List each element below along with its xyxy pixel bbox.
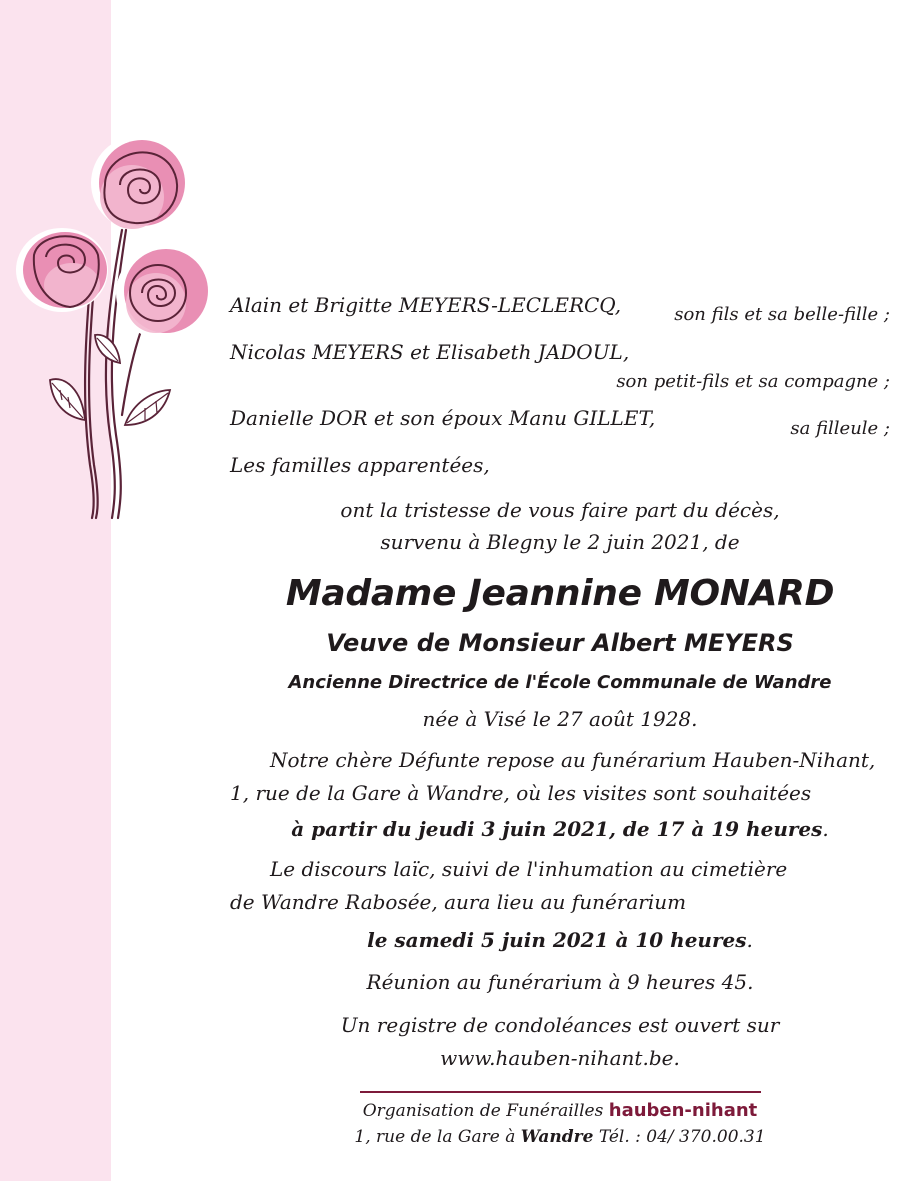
- footer-brand-logo: hauben-nihant: [608, 1100, 758, 1121]
- family-line-3-names: Danielle DOR et son époux Manu GILLET,: [230, 406, 656, 430]
- deceased-birth: née à Visé le 27 août 1928.: [422, 707, 698, 731]
- family-line-1-names: Alain et Brigitte MEYERS-LECLERCQ,: [230, 293, 622, 317]
- ceremony-line-1: Le discours laïc, suivi de l'inhumation au cimetière: [270, 857, 788, 881]
- deceased-title: Ancienne Directrice de l'École Communale de Wandre: [288, 672, 832, 693]
- deceased-widow-of: Veuve de Monsieur Albert MEYERS: [326, 629, 794, 657]
- footer-organisation: [300, 1099, 820, 1123]
- family-line-2-relation: son petit-fils et sa compagne ;: [616, 371, 890, 392]
- visitation-time-line: [230, 817, 890, 841]
- ceremony-line-2: de Wandre Rabosée, aura lieu au funérarium: [230, 890, 687, 914]
- footer-divider: [360, 1091, 761, 1093]
- visitation-line-1: Notre chère Défunte repose au funérarium Hauben-Nihant,: [270, 748, 876, 772]
- visitation-time-suffix: .: [822, 817, 829, 841]
- condolences-website[interactable]: www.hauben-nihant.be.: [440, 1046, 680, 1070]
- announcement-line-2: survenu à Blegny le 2 juin 2021, de: [380, 530, 740, 554]
- family-line-1-relation: son fils et sa belle-fille ;: [674, 304, 890, 325]
- announcement-line-1: ont la tristesse de vous faire part du décès,: [340, 498, 780, 522]
- ceremony-time-line: [230, 928, 890, 952]
- condolences-line-1: Un registre de condoléances est ouvert sur: [340, 1013, 780, 1037]
- visitation-line-2: 1, rue de la Gare à Wandre, où les visites sont souhaitées: [230, 781, 812, 805]
- family-line-4-names: Les familles apparentées,: [230, 453, 490, 477]
- ceremony-meeting: Réunion au funérarium à 9 heures 45.: [366, 970, 754, 994]
- footer-address-town: Wandre: [520, 1127, 594, 1147]
- family-line-3-relation: sa filleule ;: [790, 418, 890, 439]
- family-line-2-names: Nicolas MEYERS et Elisabeth JADOUL,: [230, 340, 630, 364]
- footer-org-label: Organisation de Funérailles: [362, 1101, 604, 1121]
- deceased-name: Madame Jeannine MONARD: [285, 573, 835, 614]
- ceremony-time: le samedi 5 juin 2021 à 10 heures: [367, 928, 747, 952]
- footer-address: [300, 1125, 820, 1149]
- roses-illustration: [10, 135, 215, 525]
- footer-phone: Tél. : 04/ 370.00.31: [598, 1127, 766, 1147]
- ceremony-time-suffix: .: [746, 928, 753, 952]
- footer-address-prefix: 1, rue de la Gare à: [354, 1127, 516, 1147]
- visitation-time: à partir du jeudi 3 juin 2021, de 17 à 19 heures: [291, 817, 823, 841]
